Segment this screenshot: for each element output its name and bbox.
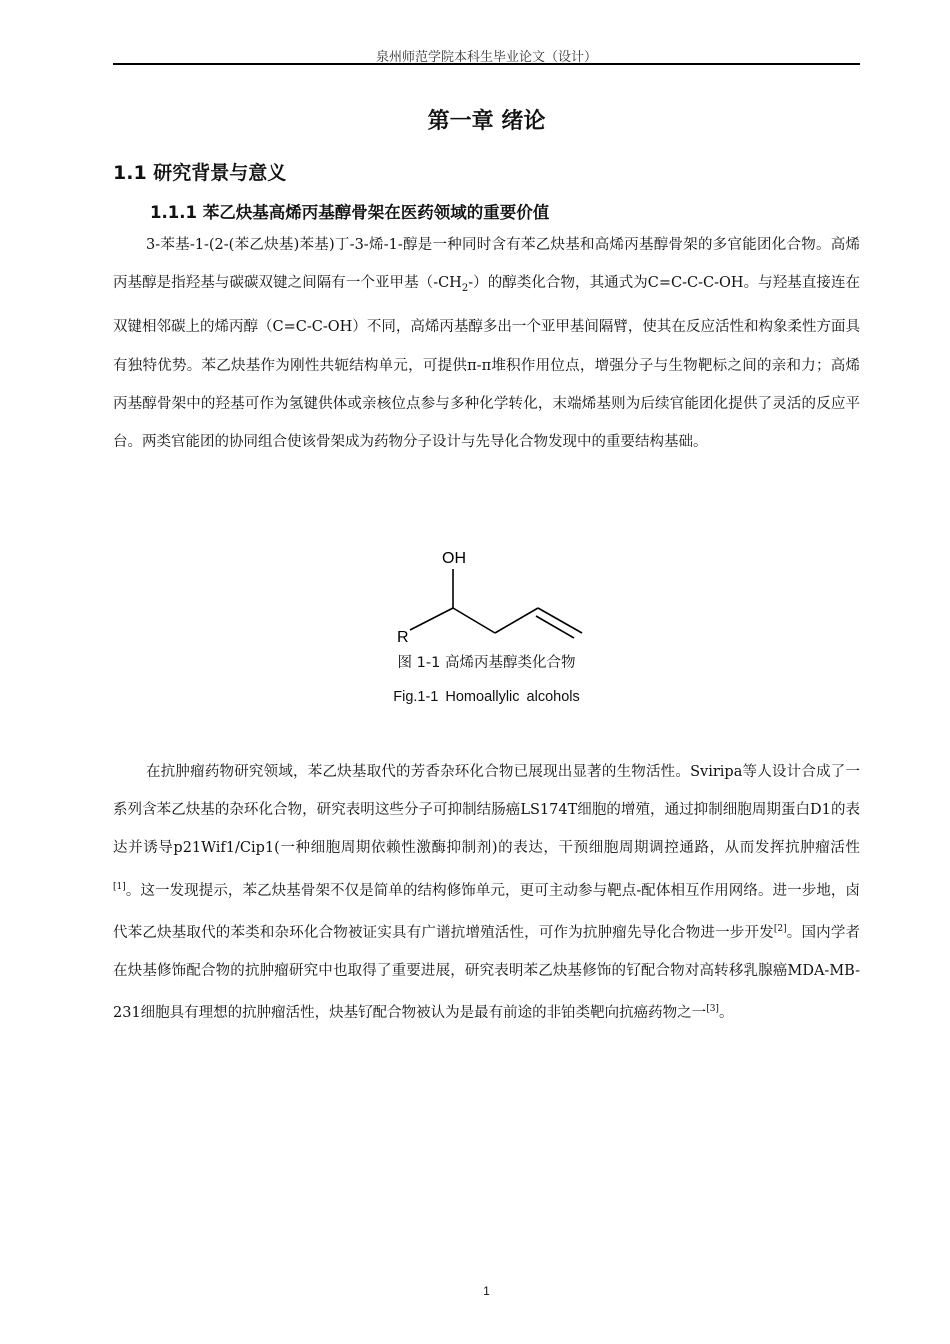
paragraph-text: -）的醇类化合物，其通式为C=C-C-C-OH。与羟基直接连在双键相邻碳上的烯丙醇（C=C-C-OH）不同，高烯丙基醇多出一个亚甲基间隔臂，使其在反应活性和构象柔性方面具有独特优势。苯乙炔基作为刚性共轭结构单元，可提供π-π堆积作用位点，增强分子与生物靶标之间的亲和力；高烯丙基醇骨架中的羟基可作为氢键供体或亲核位点参与多种化学转化，末端烯基则为后续官能团化提供了灵活的反应平台。两类官能团的协同组合使该骨架成为药物分子设计与先导化合物发现中的重要结构基础。 xyxy=(113,275,860,450)
bond-c-ch2 xyxy=(453,608,495,633)
citation-ref: [3] xyxy=(706,1003,719,1014)
paragraph-text: 。国内学者在炔基修饰配合物的抗肿瘤研究中也取得了重要进展，研究表明苯乙炔基修饰的钌配合物对高转移乳腺癌MDA-MB-231细胞具有理想的抗肿瘤活性，炔基钌配合物被认为是最有前途的非铂类靶向抗癌药物之一 xyxy=(113,924,861,1021)
paragraph-text: 在抗肿瘤药物研究领域，苯乙炔基取代的芳香杂环化合物已展现出显著的生物活性。Sviripa等人设计合成了一系列含苯乙炔基的杂环化合物，研究表明这些分子可抑制结肠癌LS174T细胞的增殖，通过抑制细胞周期蛋白D1的表达并诱导p21Wif1/Cip1(一种细胞周期依赖性激酶抑制剂)的表达，干预细胞周期调控通路，从而发挥抗肿瘤活性 xyxy=(113,764,860,857)
body-paragraph-2 xyxy=(113,753,860,1032)
citation-ref: [1] xyxy=(113,881,126,892)
bond-ch2-ch xyxy=(495,608,538,633)
section-heading: 1.1 研究背景与意义 xyxy=(113,162,287,184)
r-label: R xyxy=(397,629,409,642)
citation-ref: [2] xyxy=(773,923,787,934)
chapter-title: 第一章 绪论 xyxy=(427,109,546,134)
paragraph-text: 3-苯基-1-(2-(苯乙炔基)苯基)丁-3-烯-1-醇是一种同时含有苯乙炔基和高烯丙基醇骨架的多官能团化合物。高烯丙基醇是指羟基与碳碳双键之间隔有一个亚甲基（-CH xyxy=(113,237,860,292)
page-header: 泉州师范学院本科生毕业论文（设计） xyxy=(375,50,597,65)
oh-label: OH xyxy=(442,550,466,567)
paragraph-text: 。这一发现提示，苯乙炔基骨架不仅是简单的结构修饰单元，更可主动参与靶点-配体相互作用网络。进一步地，卤代苯乙炔基取代的苯类和杂环化合物被证实具有广谱抗增殖活性，可作为抗肿瘤先导化合物进一步开发 xyxy=(113,882,860,941)
figure-caption-english: Fig.1-1 Homoallylic alcohols xyxy=(393,689,580,705)
homoallylic-alcohol-structure xyxy=(380,542,590,642)
bond-r-c xyxy=(410,608,453,630)
figure-caption-chinese: 图 1-1 高烯丙基醇类化合物 xyxy=(397,655,576,671)
subscript: 2 xyxy=(461,283,469,295)
body-paragraph-1 xyxy=(113,226,860,461)
paragraph-text: 。 xyxy=(718,1004,734,1021)
subsection-heading: 1.1.1 苯乙炔基高烯丙基醇骨架在医药领域的重要价值 xyxy=(150,203,550,222)
double-bond-inner xyxy=(536,616,574,638)
page-number: 1 xyxy=(483,1284,490,1298)
header-divider xyxy=(113,63,860,65)
